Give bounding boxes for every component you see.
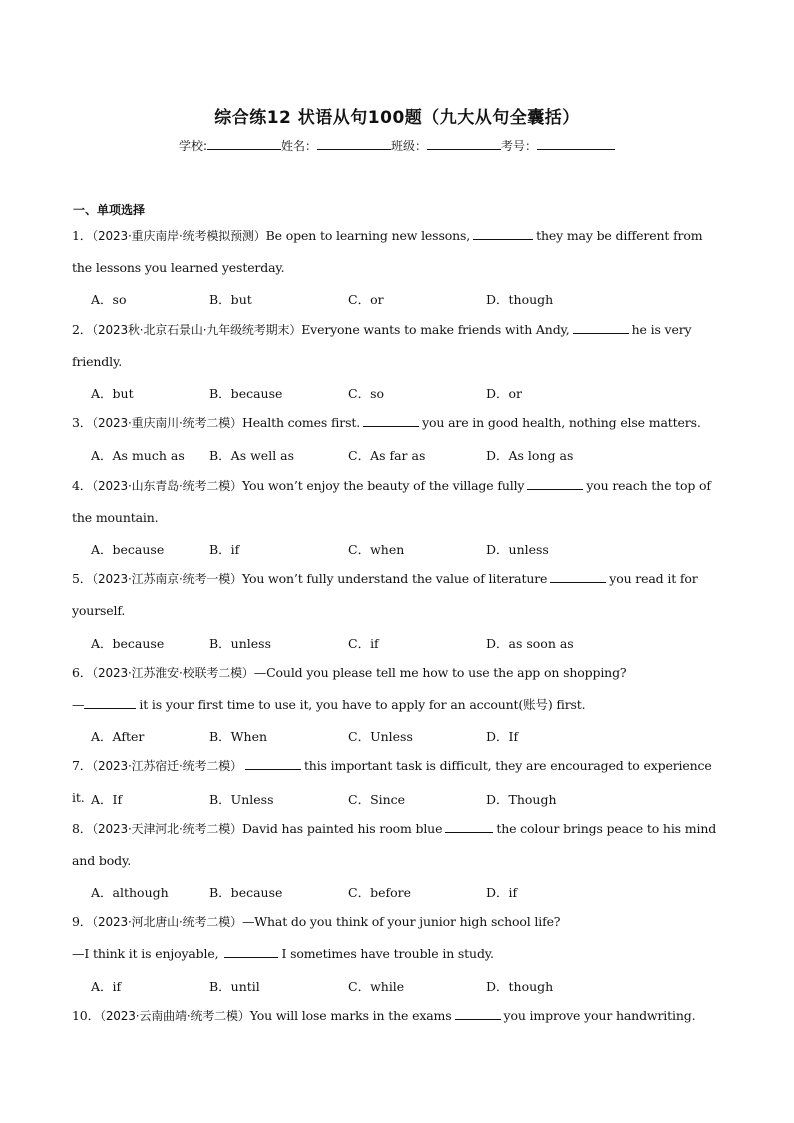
option-c[interactable]: C．As far as xyxy=(348,448,426,463)
answer-blank[interactable] xyxy=(245,757,301,770)
question-stem-post: you are in good health, nothing else matters. xyxy=(422,415,701,430)
class-label: 班级： xyxy=(391,139,428,153)
question-source: （2023·河北唐山·统考二模） xyxy=(92,915,242,929)
question-stem-post: you read it for yourself. xyxy=(72,571,698,618)
question-source: （2023·重庆南川·统考二模） xyxy=(92,416,242,430)
question-number: 7． xyxy=(72,758,93,773)
question-source: （2023·云南曲靖·统考二模） xyxy=(99,1009,250,1023)
option-b[interactable]: B．because xyxy=(209,386,283,401)
question-stem-post: the colour brings peace to his mind and body. xyxy=(72,821,717,868)
name-blank[interactable] xyxy=(317,137,391,150)
question-stem-pre: Health comes first. xyxy=(241,415,361,430)
answer-blank[interactable] xyxy=(573,321,629,334)
question-stem-post: it is your first time to use it, you have to apply for an account(账号) first. xyxy=(139,697,586,712)
question-6 xyxy=(72,657,724,720)
class-blank[interactable] xyxy=(427,137,501,150)
question-number: 10． xyxy=(72,1008,100,1023)
question-source: （2023·天津河北·统考二模） xyxy=(92,822,242,836)
question-stem-pre: —Could you please tell me how to use the app on shopping? xyxy=(253,665,627,680)
question-stem-pre: Everyone wants to make friends with Andy, xyxy=(301,322,570,337)
option-c[interactable]: C．Unless xyxy=(348,729,413,744)
option-c[interactable]: C．while xyxy=(348,979,405,994)
question-stem-post: this important task is difficult, they are encouraged to experience it. xyxy=(72,758,712,805)
answer-blank[interactable] xyxy=(455,1007,501,1020)
option-a[interactable]: A．because xyxy=(91,542,165,557)
option-a[interactable]: A．if xyxy=(91,979,122,994)
question-4 xyxy=(72,470,724,533)
question-stem-post: I sometimes have trouble in study. xyxy=(281,946,494,961)
option-c[interactable]: C．if xyxy=(348,636,379,651)
option-c[interactable]: C．or xyxy=(348,292,384,307)
name-label: 姓名： xyxy=(281,139,318,153)
option-c[interactable]: C．Since xyxy=(348,792,406,807)
option-a[interactable]: A．As much as xyxy=(91,448,185,463)
question-source: （2023·山东青岛·统考二模） xyxy=(92,479,242,493)
question-stem-post: he is very friendly. xyxy=(72,322,692,369)
question-number: 9． xyxy=(72,914,93,929)
question-1 xyxy=(72,220,724,283)
option-a[interactable]: A．but xyxy=(91,386,134,401)
exam-no-blank[interactable] xyxy=(537,137,615,150)
question-source: （2023·江苏淮安·校联考二模） xyxy=(92,666,254,680)
question-number: 3． xyxy=(72,415,93,430)
option-b[interactable]: B．As well as xyxy=(209,448,295,463)
question-stem-pre: —What do you think of your junior high school life? xyxy=(241,914,561,929)
option-b[interactable]: B．because xyxy=(209,885,283,900)
question-source: （2023秋·北京石景山·九年级统考期末） xyxy=(92,323,302,337)
option-b[interactable]: B．When xyxy=(209,729,268,744)
question-number: 6． xyxy=(72,665,93,680)
question-number: 1． xyxy=(72,228,93,243)
question-source: （2023·重庆南岸·统考模拟预测） xyxy=(92,229,266,243)
option-d[interactable]: D．or xyxy=(486,386,523,401)
option-d[interactable]: D．If xyxy=(486,729,519,744)
question-number: 4． xyxy=(72,478,93,493)
answer-blank[interactable] xyxy=(445,820,493,833)
option-b[interactable]: B．if xyxy=(209,542,240,557)
question-5 xyxy=(72,563,724,626)
option-a[interactable]: A．After xyxy=(91,729,145,744)
option-d[interactable]: D．As long as xyxy=(486,448,574,463)
question-number: 5． xyxy=(72,571,93,586)
question-stem-line2: — xyxy=(72,697,85,712)
option-c[interactable]: C．when xyxy=(348,542,405,557)
answer-blank[interactable] xyxy=(363,414,419,427)
question-source: （2023·江苏南京·统考一模） xyxy=(92,572,242,586)
school-label: 学校: xyxy=(178,139,207,153)
option-a[interactable]: A．because xyxy=(91,636,165,651)
answer-blank[interactable] xyxy=(550,570,606,583)
student-info-line xyxy=(0,137,794,154)
answer-blank[interactable] xyxy=(224,945,278,958)
question-9 xyxy=(72,906,724,969)
question-stem-line2: —I think it is enjoyable, xyxy=(72,946,219,961)
question-2 xyxy=(72,314,724,377)
option-a[interactable]: A．so xyxy=(91,292,127,307)
option-d[interactable]: D．though xyxy=(486,292,554,307)
question-10 xyxy=(72,1000,724,1032)
question-stem-post: you improve your handwriting. xyxy=(503,1008,696,1023)
school-blank[interactable] xyxy=(207,137,281,150)
page-title: 综合练12 状语从句100题（九大从句全囊括） xyxy=(214,108,580,128)
question-stem-pre: You won’t fully understand the value of literature xyxy=(241,571,548,586)
answer-blank[interactable] xyxy=(473,227,533,240)
question-source: （2023·江苏宿迁·统考二模） xyxy=(92,759,242,773)
option-d[interactable]: D．Though xyxy=(486,792,557,807)
option-a[interactable]: A．although xyxy=(91,885,169,900)
option-b[interactable]: B．but xyxy=(209,292,252,307)
question-stem-post: you reach the top of the mountain. xyxy=(72,478,711,525)
option-c[interactable]: C．before xyxy=(348,885,411,900)
option-b[interactable]: B．until xyxy=(209,979,260,994)
question-stem-post: they may be different from the lessons you learned yesterday. xyxy=(72,228,703,275)
question-stem-pre: David has painted his room blue xyxy=(241,821,443,836)
option-b[interactable]: B．unless xyxy=(209,636,272,651)
question-number: 8． xyxy=(72,821,93,836)
question-stem-pre: Be open to learning new lessons, xyxy=(265,228,471,243)
section-title: 一、单项选择 xyxy=(73,203,146,217)
question-number: 2． xyxy=(72,322,93,337)
option-d[interactable]: D．if xyxy=(486,885,518,900)
option-d[interactable]: D．unless xyxy=(486,542,549,557)
option-d[interactable]: D．as soon as xyxy=(486,636,574,651)
answer-blank[interactable] xyxy=(527,477,583,490)
option-b[interactable]: B．Unless xyxy=(209,792,274,807)
option-a[interactable]: A．If xyxy=(91,792,123,807)
option-c[interactable]: C．so xyxy=(348,386,385,401)
exam-no-label: 考号： xyxy=(501,139,538,153)
question-stem-pre: You will lose marks in the exams xyxy=(249,1008,452,1023)
question-stem-pre: You won’t enjoy the beauty of the village fully xyxy=(241,478,525,493)
answer-blank[interactable] xyxy=(84,696,136,709)
question-8 xyxy=(72,813,724,876)
option-d[interactable]: D．though xyxy=(486,979,554,994)
question-3 xyxy=(72,407,724,439)
